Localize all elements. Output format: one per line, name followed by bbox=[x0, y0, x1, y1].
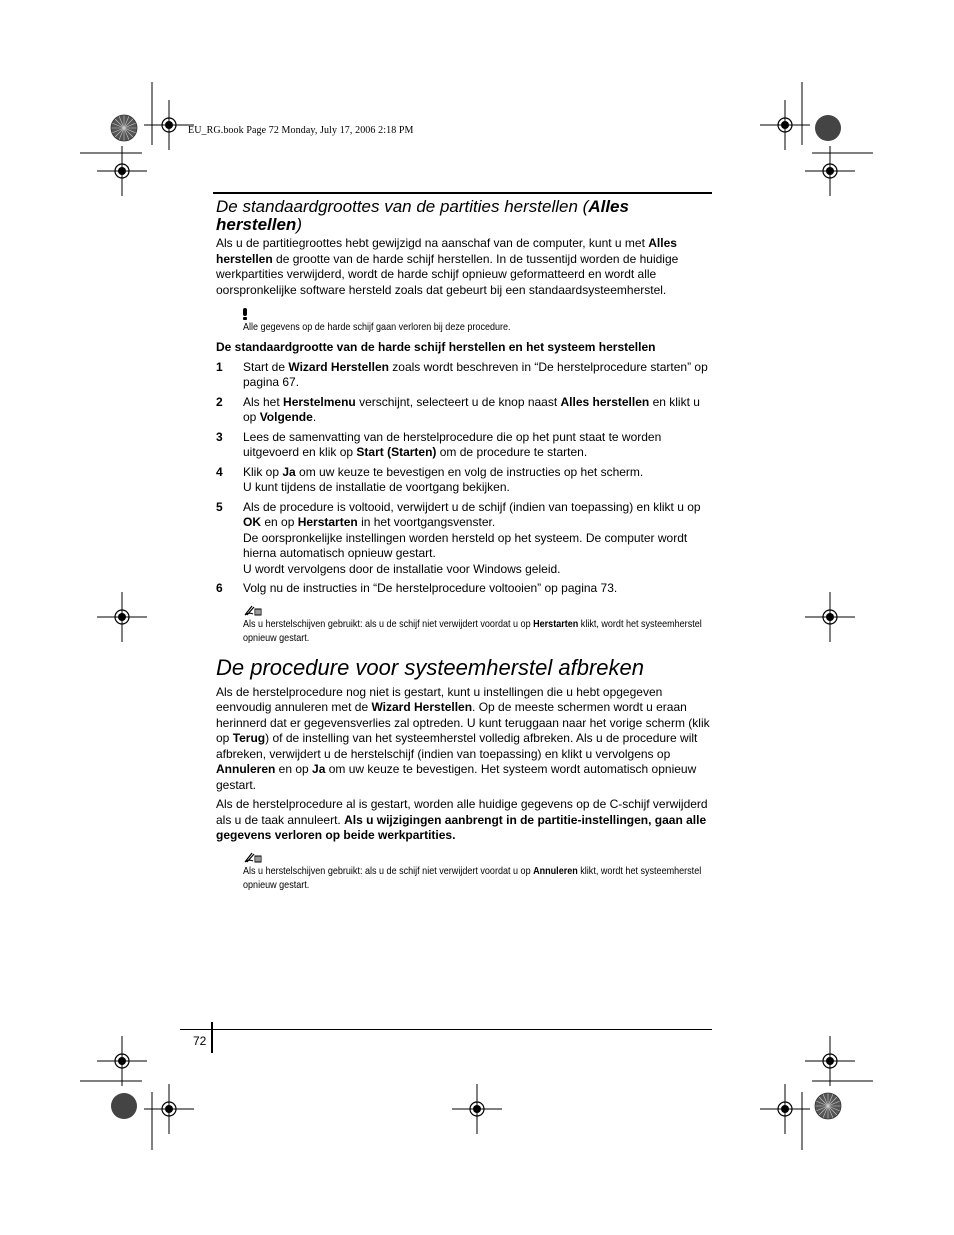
section-heading-restore-partitions: De standaardgroottes van de partities herstellen (Alles herstellen) bbox=[216, 197, 629, 234]
procedure-steps bbox=[216, 360, 710, 597]
abort-paragraph-1: Als de herstelprocedure nog niet is gestart, kunt u instellingen die u hebt opgegeven eenvoudig annuleren met de Wizard Herstellen. Op de meeste schermen wordt u eraan herinnerd dat er gegevensverlies zal optreden. U kunt teruggaan naar het vorige scherm (klik op Terug) of de instelling van het systeemherstel volledig afbreken. Als u de procedure wilt afbreken, verwijdert u de herstelschijf (indien van toepassing) en klikt u vervolgens op Annuleren en op Ja om uw keuze te bevestigen. Het systeem wordt automatisch opnieuw gestart. bbox=[216, 684, 710, 792]
warning-text: Alle gegevens op de harde schijf gaan verloren bij deze procedure. bbox=[243, 321, 511, 333]
list-item: 1 Start de Wizard Herstellen zoals wordt beschreven in “De herstelprocedure starten” op pagina 67. bbox=[216, 359, 708, 389]
section-heading-abort-recovery: De procedure voor systeemherstel afbreken bbox=[216, 654, 644, 680]
note-box bbox=[243, 850, 710, 892]
registration-mark-icon bbox=[97, 592, 147, 642]
registration-mark-icon bbox=[452, 1084, 502, 1134]
procedure-subheading: De standaardgrootte van de harde schijf herstellen en het systeem herstellen bbox=[216, 340, 656, 354]
list-item: 3 Lees de samenvatting van de herstelprocedure die op het punt staat te worden uitgevoerd en klik op Start (Starten) om de procedure te starten. bbox=[216, 429, 662, 459]
top-rule bbox=[213, 192, 712, 194]
footer-rule bbox=[180, 1029, 712, 1030]
list-item: 5 Als de procedure is voltooid, verwijdert u de schijf (indien van toepassing) en klikt u op OK en op Herstarten in het voortgangsvenster. De oorspronkelijke instellingen worden hersteld op het systeem. De computer wordt hierna automatisch opnieuw gestart. U wordt vervolgens door de installatie voor Windows geleid. bbox=[216, 499, 701, 576]
note-text: Als u herstelschijven gebruikt: als u de schijf niet verwijdert voordat u op Annuleren klikt, wordt het systeemherstel opnieuw gestart. bbox=[243, 864, 702, 891]
writing-hand-icon bbox=[243, 850, 265, 864]
registration-mark-icon bbox=[805, 592, 855, 642]
list-item: 2 Als het Herstelmenu verschijnt, selecteert u de knop naast Alles herstellen en klikt u op Volgende. bbox=[216, 394, 700, 424]
registration-mark-icon bbox=[805, 1036, 855, 1086]
exclamation-icon bbox=[243, 308, 247, 319]
page-content bbox=[216, 198, 710, 900]
note-box bbox=[243, 603, 710, 645]
abort-paragraph-2: Als de herstelprocedure al is gestart, worden alle huidige gegevens op de C-schijf verwijderd als u de taak annuleert. Als u wijzigingen aanbrengt in de partitie-instellingen, gaan alle gegevens verloren op beide werkpartities. bbox=[216, 797, 708, 842]
registration-mark-icon bbox=[97, 1036, 147, 1086]
color-wheel-icon bbox=[815, 115, 841, 141]
color-wheel-icon bbox=[111, 1093, 137, 1119]
intro-paragraph: Als u de partitiegroottes hebt gewijzigd na aanschaf van de computer, kunt u met Alles herstellen de grootte van de harde schijf herstellen. In de tussentijd worden de huidige werkpartities verwijderd, wordt de harde schijf opnieuw geformatteerd en wordt alle oorspronkelijke software hersteld zoals dat gebeurt bij een standaardsysteemherstel. bbox=[216, 236, 679, 297]
color-wheel-icon bbox=[815, 1093, 841, 1119]
warning-box bbox=[243, 308, 710, 334]
list-item: 4 Klik op Ja om uw keuze te bevestigen en volg de instructies op het scherm. U kunt tijdens de installatie de voortgang bekijken. bbox=[216, 464, 644, 494]
print-file-info: EU_RG.book Page 72 Monday, July 17, 2006 2:18 PM bbox=[188, 125, 414, 136]
color-wheel-icon bbox=[111, 115, 137, 141]
writing-hand-icon bbox=[243, 603, 265, 617]
footer-divider bbox=[211, 1022, 213, 1053]
note-text: Als u herstelschijven gebruikt: als u de schijf niet verwijdert voordat u op Herstarten klikt, wordt het systeemherstel opnieuw gestart. bbox=[243, 617, 702, 644]
page-number: 72 bbox=[193, 1034, 207, 1048]
list-item: 6 Volg nu de instructies in “De herstelprocedure voltooien” op pagina 73. bbox=[216, 581, 618, 595]
